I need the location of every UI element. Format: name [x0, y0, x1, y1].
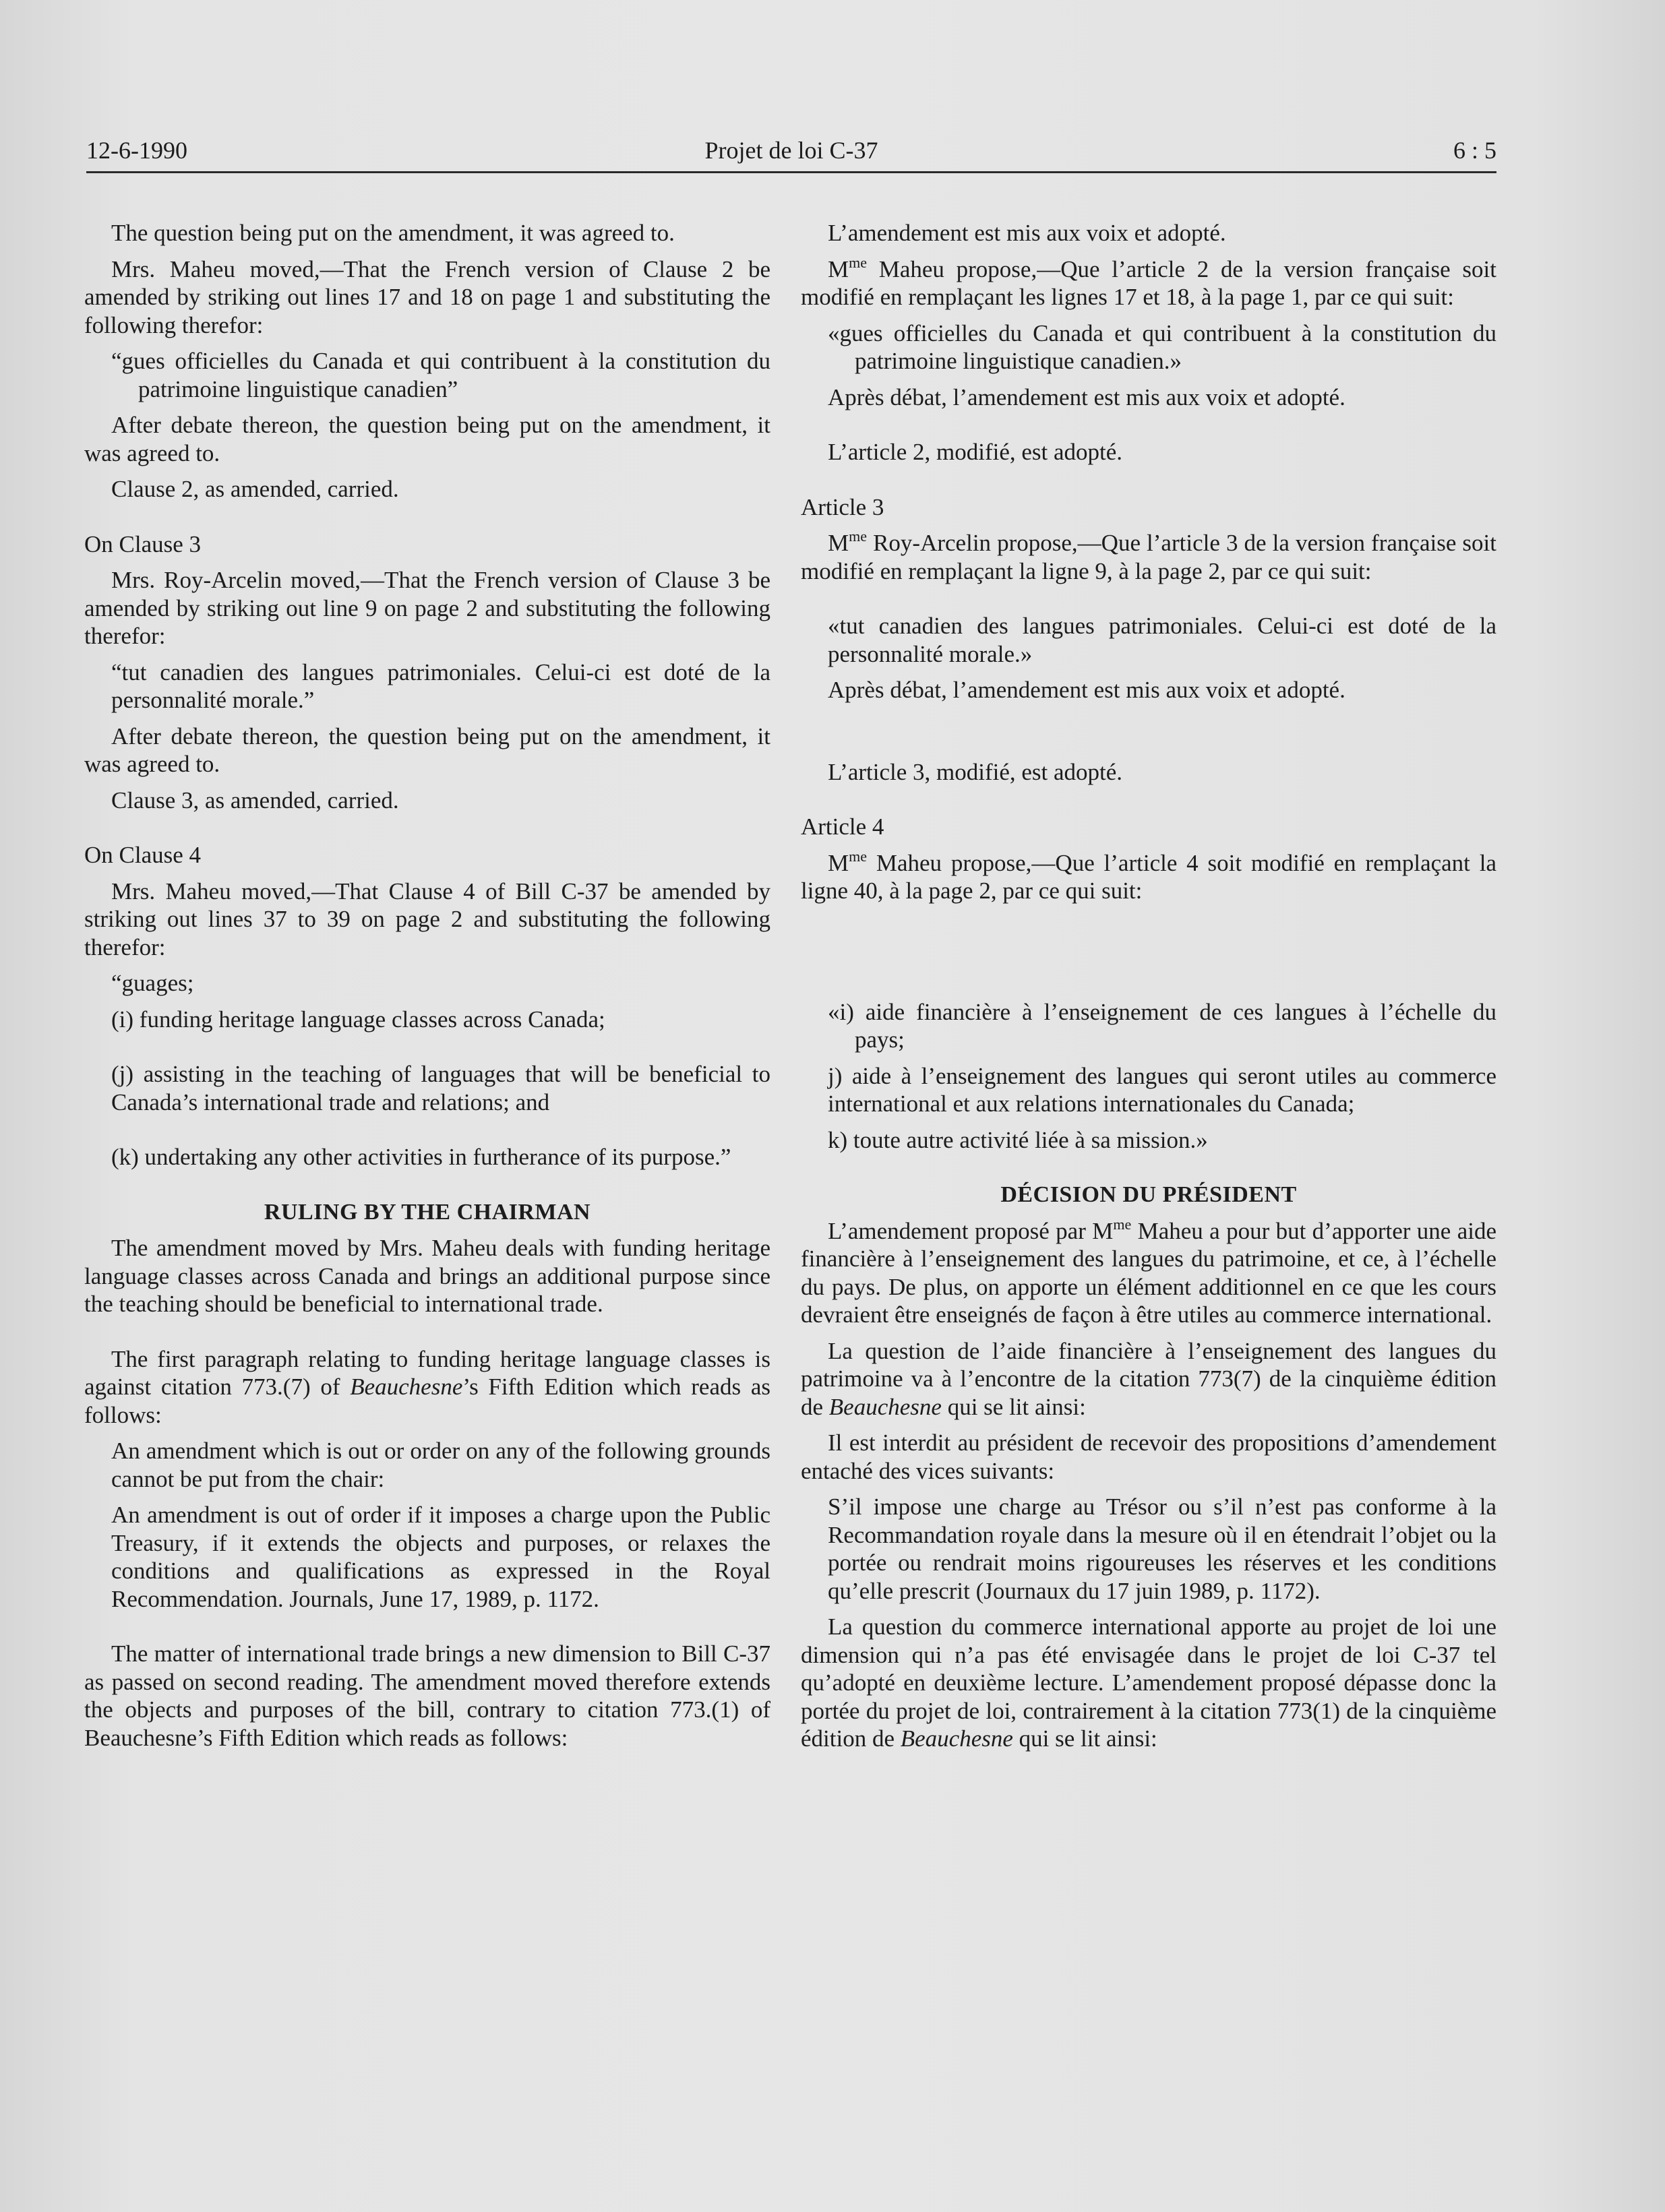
- quoted-text: Il est interdit au président de recevoir des propositions d’amendement entaché des vices suivants:: [801, 1430, 1496, 1484]
- ruling-heading: RULING BY THE CHAIRMAN: [264, 1199, 591, 1225]
- paragraph: After debate thereon, the question being put on the amendment, it was agreed to.: [84, 723, 770, 777]
- paragraph: Mrs. Maheu moved,—That the French version of Clause 2 be amended by striking out lines 17 and 18 on page 1 and substituting the following therefor:: [84, 255, 770, 338]
- paragraph: Mrs. Maheu moved,—That Clause 4 of Bill C-37 be amended by striking out lines 37 to 39 on page 2 and substituting the following therefor:: [84, 878, 770, 960]
- paragraph: L’article 3, modifié, est adopté.: [828, 758, 1123, 785]
- paragraph: La question du commerce international apporte au projet de loi une dimension qui n’a pas été envisagée dans le projet de loi C-37 tel qu’adopté en deuxième lecture. L’amendement proposé dépasse donc la portée du projet de loi, contrairement à la citation 773(1) de la cinquième édition de Beauchesne qui se lit ainsi:: [801, 1614, 1496, 1752]
- quoted-text: “gues officielles du Canada et qui contribuent à la constitution du patrimoine linguistique canadien”: [111, 348, 770, 402]
- quoted-text: An amendment which is out or order on any of the following grounds cannot be put from the chair:: [111, 1438, 770, 1492]
- ruling-heading: DÉCISION DU PRÉSIDENT: [1000, 1182, 1297, 1207]
- paragraph: $M^{me}$ Maheu propose,—Que l’article 4 soit modifié en remplaçant la ligne 40, à la page 2, par ce qui suit:: [801, 847, 1496, 904]
- paragraph: L’amendement proposé par $M^{me}$ Maheu a pour but d’apporter une aide financière à l’enseignement des langues du patrimoine, et ce, à l’échelle du pays. De plus, on apporte un élément additionnel en ce que les cours devraient être enseignés de façon à être utiles au commerce international.: [801, 1215, 1496, 1328]
- paragraph: L’amendement est mis aux voix et adopté.: [828, 220, 1226, 246]
- paragraph: The question being put on the amendment, it was agreed to.: [111, 220, 675, 246]
- section-heading: Article 3: [801, 493, 884, 520]
- english-column: [84, 219, 770, 1752]
- list-item: (i) funding heritage language classes across Canada;: [111, 1006, 605, 1033]
- list-item: k) toute autre activité liée à sa mission.»: [828, 1126, 1208, 1153]
- list-item: (j) assisting in the teaching of languages that will be beneficial to Canada’s international trade and relations; and: [111, 1061, 770, 1115]
- paragraph: Clause 3, as amended, carried.: [111, 787, 399, 813]
- header-title: Projet de loi C-37: [704, 137, 878, 164]
- paragraph: $M^{me}$ Roy-Arcelin propose,—Que l’article 3 de la version française soit modifié en remplaçant la ligne 9, à la page 2, par ce qui suit:: [801, 528, 1496, 584]
- section-heading: On Clause 3: [84, 530, 202, 557]
- quoted-text: “tut canadien des langues patrimoniales. Celui-ci est doté de la personnalité morale.”: [111, 658, 770, 713]
- paragraph: Après débat, l’amendement est mis aux voix et adopté.: [828, 677, 1345, 703]
- paragraph: The first paragraph relating to funding heritage language classes is against citation 773.(7) of Beauchesne’s Fifth Edition which reads as follows:: [84, 1345, 770, 1428]
- quoted-text: “guages;: [111, 970, 194, 996]
- paragraph: The amendment moved by Mrs. Maheu deals with funding heritage language classes across Canada and brings an additional purpose since the teaching should be beneficial to international trade.: [84, 1235, 770, 1317]
- paragraph: After debate thereon, the question being put on the amendment, it was agreed to.: [84, 412, 770, 466]
- list-item: «i) aide financière à l’enseignement de ces langues à l’échelle du pays;: [828, 998, 1496, 1053]
- section-heading: Article 4: [801, 813, 884, 840]
- list-item: j) aide à l’enseignement des langues qui seront utiles au commerce international et aux relations internationales du Canada;: [828, 1062, 1496, 1117]
- paragraph: Mrs. Roy-Arcelin moved,—That the French version of Clause 3 be amended by striking out line 9 on page 2 and substituting the following therefor:: [84, 567, 770, 649]
- paragraph: The matter of international trade brings a new dimension to Bill C-37 as passed on second reading. The amendment moved therefore extends the objects and purposes of the bill, contrary to citation 773.(1) of Beauchesne’s Fifth Edition which reads as follows:: [84, 1640, 770, 1751]
- quoted-text: An amendment is out of order if it imposes a charge upon the Public Treasury, if it extends the objects and purposes, or relaxes the conditions and qualifications as expressed in the Royal Recommendation. Journals, June 17, 1989, p. 1172.: [111, 1502, 770, 1612]
- paragraph: La question de l’aide financière à l’enseignement des langues du patrimoine va à l’encontre de la citation 773(7) de la cinquième édition de Beauchesne qui se lit ainsi:: [801, 1337, 1496, 1420]
- header-page-number: 6 : 5: [1453, 137, 1496, 164]
- quoted-text: «tut canadien des langues patrimoniales. Celui-ci est doté de la personnalité morale.»: [828, 613, 1496, 667]
- quoted-text: S’il impose une charge au Trésor ou s’il n’est pas conforme à la Recommandation royale dans la mesure où il en étendrait l’objet ou la portée ou rendrait moins rigoureuses les réserves et les conditions qu’elle prescrit (Journaux du 17 juin 1989, p. 1172).: [828, 1494, 1496, 1604]
- page-header: [86, 133, 1496, 173]
- section-heading: On Clause 4: [84, 842, 202, 868]
- quoted-text: «gues officielles du Canada et qui contribuent à la constitution du patrimoine linguistique canadien.»: [828, 319, 1496, 374]
- paragraph: L’article 2, modifié, est adopté.: [828, 439, 1123, 465]
- paragraph: Clause 2, as amended, carried.: [111, 476, 399, 502]
- paragraph: Après débat, l’amendement est mis aux voix et adopté.: [828, 383, 1345, 410]
- list-item: (k) undertaking any other activities in furtherance of its purpose.”: [111, 1144, 731, 1170]
- french-column: [801, 219, 1496, 1753]
- paragraph: $M^{me}$ Maheu propose,—Que l’article 2 de la version française soit modifié en remplaçant les lignes 17 et 18, à la page 1, par ce qui suit:: [801, 253, 1496, 310]
- header-date: 12-6-1990: [86, 137, 187, 164]
